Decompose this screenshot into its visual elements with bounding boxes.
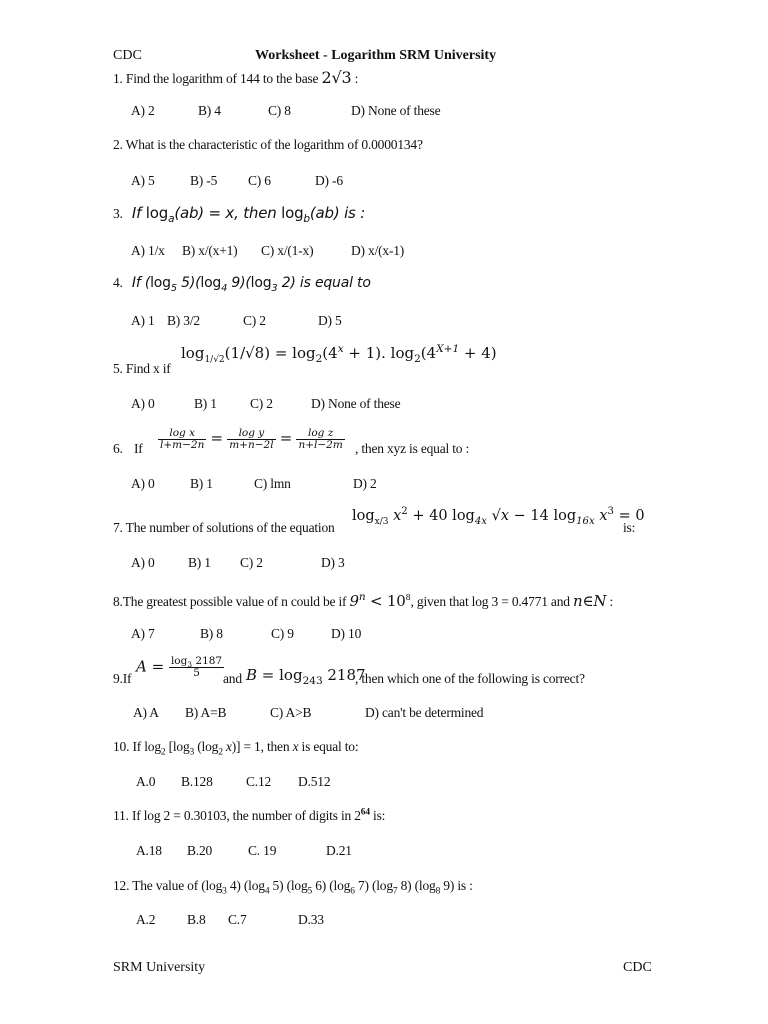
q5-option-b: B) 1: [194, 396, 217, 411]
question-3-number: 3.: [113, 206, 123, 221]
q3-option-a: A) 1/x: [131, 243, 165, 258]
question-7-tail: is:: [623, 520, 636, 535]
footer-right: CDC: [623, 960, 652, 975]
q5-option-a: A) 0: [131, 396, 155, 411]
question-1-tail: :: [351, 71, 359, 86]
question-8-tail: :: [609, 594, 614, 609]
q11-option-a: A.18: [136, 843, 162, 858]
q4-option-c: C) 2: [243, 313, 266, 328]
q9-option-b: B) A=B: [185, 705, 227, 720]
q3-option-d: D) x/(x-1): [351, 243, 405, 258]
question-9-tail: , then which one of the following is correct?: [355, 671, 585, 686]
question-7-equation: $\log_{x/3} x^2 + 40$ $\log_{4x} √x - 14$ $\log_{16x} x^3 = 0$: [352, 506, 645, 527]
q12-option-a: A.2: [136, 912, 156, 927]
q11-option-b: B.20: [187, 843, 213, 858]
q11-option-d: D.21: [326, 843, 352, 858]
question-5-equation: $\log_{1/√2}(1/√8) = \log_2(4^x + 1)$. $\log_2(4^{X+1} + 4)$: [181, 343, 497, 365]
question-9-number: 9.If: [113, 671, 132, 686]
question-8-text: 8.The greatest possible value of n could be if: [113, 594, 347, 609]
q9-option-a: A) A: [133, 705, 159, 720]
q5-option-d: D) None of these: [311, 396, 401, 411]
question-3: [113, 204, 366, 225]
q11-option-c: C. 19: [248, 843, 277, 858]
q4-option-d: D) 5: [318, 313, 342, 328]
question-6-equation: $\frac{\text{log x}}{l+m-2n}$ = $\frac{\text{log y}}{m+n-2l}$ = $\frac{\text{log z}}{n+l-2m}$: [160, 427, 343, 452]
q4-option-a: A) 1: [131, 313, 155, 328]
q1-option-d: D) None of these: [351, 103, 441, 118]
q2-option-a: A) 5: [131, 173, 155, 188]
question-1-base: 2√3: [321, 68, 352, 87]
q1-option-b: B) 4: [198, 103, 221, 118]
q6-option-a: A) 0: [131, 476, 155, 491]
question-7-text: 7. The number of solutions of the equation: [113, 520, 335, 535]
q9-option-d: D) can't be determined: [365, 705, 484, 720]
question-8-mid: , given that log 3 = 0.4771 and: [410, 594, 570, 609]
question-6-number: 6.: [113, 441, 123, 456]
question-12: 12. The value of ($\log_3$ 4) ($\log_4$ 5) ($\log_5$ 6) ($\log_6$ 7) ($\log_7$ 8) ($\log_8$ 9) is :: [113, 878, 473, 897]
question-10: 10. If $\log_2 [\log_3$ ($\log_2$ x)] = 1, then x is equal to:: [113, 739, 359, 758]
q10-option-a: A.0: [136, 774, 156, 789]
q6-option-d: D) 2: [353, 476, 377, 491]
question-11: 11. If log 2 = 0.30103, the number of digits in $2^{64}$ is:: [113, 807, 386, 823]
q5-option-c: C) 2: [250, 396, 273, 411]
q2-option-d: D) -6: [315, 173, 343, 188]
header-left: CDC: [113, 48, 142, 63]
page-title: Worksheet - Logarithm SRM University: [255, 48, 497, 63]
question-9-and: and: [223, 671, 242, 686]
q4-option-b: B) 3/2: [167, 313, 200, 328]
q10-option-d: D.512: [298, 774, 331, 789]
q7-option-a: A) 0: [131, 555, 155, 570]
q6-option-c: C) lmn: [254, 476, 291, 491]
q12-option-d: D.33: [298, 912, 324, 927]
q8-option-b: B) 8: [200, 626, 223, 641]
question-6-if: If: [134, 441, 143, 456]
question-1-text: 1. Find the logarithm of 144 to the base: [113, 71, 322, 86]
question-4-number: 4.: [113, 275, 123, 290]
q12-option-b: B.8: [187, 912, 206, 927]
q8-option-a: A) 7: [131, 626, 155, 641]
question-4-equation: If ($\log_5$ $5)(\log_4$ $9)(\log_3$ 2) is equal to: [131, 275, 371, 294]
q3-option-c: C) x/(1-x): [261, 243, 314, 258]
q12-option-c: C.7: [228, 912, 247, 927]
question-8: [113, 592, 613, 610]
question-9-equation-a: A = $\frac{\log_3 2187}{5}$: [136, 655, 223, 680]
q10-option-c: C.12: [246, 774, 272, 789]
q2-option-c: C) 6: [248, 173, 271, 188]
question-9-equation-b: $B = \log_{243} 2187$: [246, 666, 366, 687]
q7-option-d: D) 3: [321, 555, 345, 570]
q3-option-b: B) x/(x+1): [182, 243, 238, 258]
question-2: 2. What is the characteristic of the logarithm of 0.0000134?: [113, 137, 423, 152]
question-6-tail: , then xyz is equal to :: [355, 441, 470, 456]
q8-option-c: C) 9: [271, 626, 294, 641]
q1-option-c: C) 8: [268, 103, 291, 118]
q6-option-b: B) 1: [190, 476, 213, 491]
question-8-inequality: $9^n < 10^8$: [349, 591, 411, 610]
question-4: [113, 275, 371, 294]
question-3-equation: If $\log_a(ab) = x$, then $\log_b(ab)$ is :: [131, 204, 366, 225]
q9-option-c: C) A>B: [270, 705, 312, 720]
q10-option-b: B.128: [181, 774, 213, 789]
question-1: [113, 68, 358, 87]
question-8-set: n∈N: [573, 592, 607, 610]
q2-option-b: B) -5: [190, 173, 218, 188]
q8-option-d: D) 10: [331, 626, 362, 641]
q7-option-c: C) 2: [240, 555, 263, 570]
question-5-text: 5. Find x if: [113, 361, 171, 376]
footer-left: SRM University: [113, 960, 206, 975]
q7-option-b: B) 1: [188, 555, 211, 570]
q1-option-a: A) 2: [131, 103, 155, 118]
